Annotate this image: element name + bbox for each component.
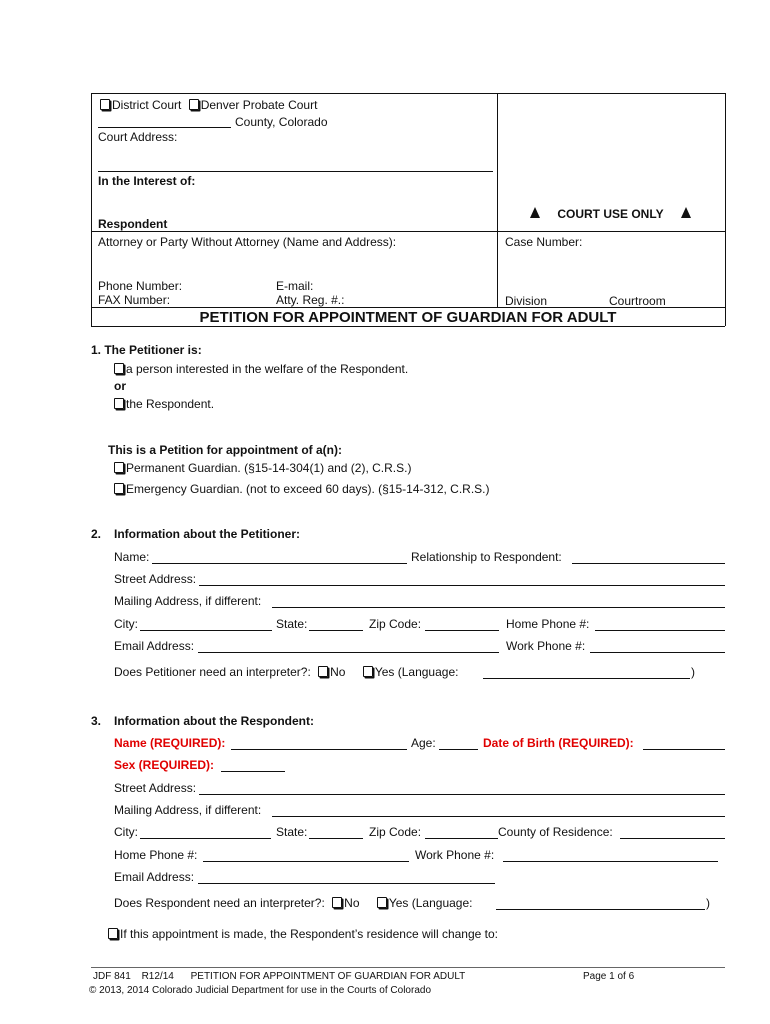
case-number-label: Case Number: bbox=[505, 235, 583, 249]
respondent-sex-label: Sex (REQUIRED): bbox=[114, 758, 215, 772]
footer-form-title: PETITION FOR APPOINTMENT OF GUARDIAN FOR ADULT bbox=[190, 971, 466, 982]
court-use-only bbox=[530, 207, 691, 221]
respondent-zip-field[interactable] bbox=[425, 838, 498, 839]
petitioner-option-interested bbox=[114, 362, 408, 376]
section2-heading: Information about the Petitioner: bbox=[114, 527, 300, 541]
petitioner-name-field[interactable] bbox=[152, 563, 407, 564]
respondent-interpreter-no-label: No bbox=[344, 896, 360, 910]
respondent-interpreter-no-checkbox[interactable] bbox=[332, 897, 342, 908]
respondent-interpreter-row bbox=[114, 896, 472, 910]
district-court-checkbox[interactable] bbox=[100, 99, 110, 110]
respondent-mailing-field[interactable] bbox=[272, 816, 725, 817]
footer-divider bbox=[91, 967, 725, 968]
form-revision: R12/14 bbox=[141, 971, 174, 982]
email-label: E-mail: bbox=[276, 279, 314, 293]
section3-heading: Information about the Respondent: bbox=[114, 714, 314, 728]
emergency-guardian-checkbox[interactable] bbox=[114, 483, 124, 494]
page-number: Page 1 of 6 bbox=[583, 971, 635, 982]
respondent-county-field[interactable] bbox=[620, 838, 725, 839]
respondent-street-label: Street Address: bbox=[114, 781, 197, 795]
respondent-name-label: Name (REQUIRED): bbox=[114, 736, 226, 750]
petitioner-interpreter-yes-label: Yes (Language: bbox=[374, 665, 459, 679]
respondent-sex-field[interactable] bbox=[221, 771, 285, 772]
caption-top-border bbox=[91, 93, 725, 94]
respondent-language-close: ) bbox=[706, 896, 710, 910]
petitioner-language-field[interactable] bbox=[483, 678, 690, 679]
county-colorado-label: County, Colorado bbox=[235, 115, 328, 129]
respondent-email-label: Email Address: bbox=[114, 870, 195, 884]
petitioner-email-label: Email Address: bbox=[114, 639, 195, 653]
petitioner-work-phone-label: Work Phone #: bbox=[506, 639, 586, 653]
respondent-option-label: the Respondent. bbox=[126, 397, 215, 411]
caption-left-border bbox=[91, 93, 92, 326]
caption-row-divider bbox=[91, 231, 725, 232]
petitioner-state-field[interactable] bbox=[309, 630, 363, 631]
respondent-dob-label: Date of Birth (REQUIRED): bbox=[483, 736, 634, 750]
courtroom-label: Courtroom bbox=[609, 294, 666, 308]
respondent-city-field[interactable] bbox=[140, 838, 271, 839]
triangle-up-icon bbox=[681, 207, 691, 218]
petition-type-heading: This is a Petition for appointment of a(n): bbox=[108, 443, 342, 457]
residence-change-row bbox=[108, 927, 498, 941]
phone-label: Phone Number: bbox=[98, 279, 183, 293]
court-use-only-label: COURT USE ONLY bbox=[557, 207, 664, 221]
petitioner-city-label: City: bbox=[114, 617, 138, 631]
respondent-interpreter-yes-checkbox[interactable] bbox=[377, 897, 387, 908]
respondent-checkbox[interactable] bbox=[114, 398, 124, 409]
section1-heading: 1. The Petitioner is: bbox=[91, 343, 202, 357]
respondent-work-phone-field[interactable] bbox=[503, 861, 718, 862]
respondent-interpreter-label: Does Respondent need an interpreter?: bbox=[114, 896, 325, 910]
petitioner-interpreter-label: Does Petitioner need an interpreter?: bbox=[114, 665, 311, 679]
footer-line1 bbox=[93, 971, 465, 982]
denver-probate-label: Denver Probate Court bbox=[200, 98, 318, 112]
denver-probate-checkbox[interactable] bbox=[189, 99, 199, 110]
respondent-dob-field[interactable] bbox=[643, 749, 725, 750]
residence-change-checkbox[interactable] bbox=[108, 928, 118, 939]
interested-person-label: a person interested in the welfare of the Respondent. bbox=[126, 362, 409, 376]
court-type-row bbox=[100, 98, 317, 112]
petitioner-interpreter-no-label: No bbox=[330, 665, 346, 679]
petitioner-zip-label: Zip Code: bbox=[369, 617, 422, 631]
permanent-guardian-option bbox=[114, 461, 411, 475]
petitioner-name-label: Name: bbox=[114, 550, 150, 564]
petitioner-street-label: Street Address: bbox=[114, 572, 197, 586]
triangle-up-icon bbox=[530, 207, 540, 218]
page-title: PETITION FOR APPOINTMENT OF GUARDIAN FOR ADULT bbox=[199, 309, 617, 326]
respondent-city-label: City: bbox=[114, 825, 138, 839]
petitioner-zip-field[interactable] bbox=[425, 630, 499, 631]
respondent-work-phone-label: Work Phone #: bbox=[415, 848, 495, 862]
respondent-county-label: County of Residence: bbox=[498, 825, 613, 839]
respondent-email-field[interactable] bbox=[198, 883, 495, 884]
in-interest-of-label: In the Interest of: bbox=[98, 174, 196, 188]
petitioner-interpreter-no-checkbox[interactable] bbox=[318, 666, 328, 677]
relationship-field[interactable] bbox=[572, 563, 725, 564]
respondent-mailing-label: Mailing Address, if different: bbox=[114, 803, 262, 817]
respondent-interpreter-yes-label: Yes (Language: bbox=[388, 896, 473, 910]
petitioner-home-phone-label: Home Phone #: bbox=[506, 617, 590, 631]
petitioner-language-close: ) bbox=[691, 665, 695, 679]
form-id: JDF 841 bbox=[93, 971, 131, 982]
petitioner-city-field[interactable] bbox=[140, 630, 272, 631]
petitioner-mailing-label: Mailing Address, if different: bbox=[114, 594, 262, 608]
respondent-state-field[interactable] bbox=[309, 838, 363, 839]
division-label: Division bbox=[505, 294, 548, 308]
respondent-age-label: Age: bbox=[411, 736, 436, 750]
petitioner-home-phone-field[interactable] bbox=[595, 630, 725, 631]
court-address-label: Court Address: bbox=[98, 130, 178, 144]
fax-label: FAX Number: bbox=[98, 293, 171, 307]
emergency-guardian-label: Emergency Guardian. (not to exceed 60 days). (§15-14-312, C.R.S.) bbox=[126, 482, 490, 496]
respondent-label: Respondent bbox=[98, 217, 168, 231]
section3-number: 3. bbox=[91, 714, 102, 728]
caption-bottom-border bbox=[91, 326, 725, 327]
respondent-zip-label: Zip Code: bbox=[369, 825, 422, 839]
respondent-name-field[interactable] bbox=[231, 749, 407, 750]
interested-person-checkbox[interactable] bbox=[114, 363, 124, 374]
petitioner-interpreter-yes-checkbox[interactable] bbox=[363, 666, 373, 677]
petitioner-email-field[interactable] bbox=[198, 652, 499, 653]
petitioner-interpreter-row bbox=[114, 665, 458, 679]
atty-reg-label: Atty. Reg. #.: bbox=[276, 293, 345, 307]
respondent-state-label: State: bbox=[276, 825, 308, 839]
caption-divider bbox=[497, 93, 498, 307]
petitioner-state-label: State: bbox=[276, 617, 308, 631]
petitioner-mailing-field[interactable] bbox=[272, 607, 725, 608]
respondent-home-phone-field[interactable] bbox=[203, 861, 409, 862]
petitioner-option-respondent bbox=[114, 397, 214, 411]
or-label: or bbox=[114, 379, 126, 393]
district-court-label: District Court bbox=[112, 98, 182, 112]
residence-change-label: If this appointment is made, the Respondent’s residence will change to: bbox=[120, 927, 498, 941]
caption-right-border bbox=[725, 93, 726, 326]
respondent-language-field[interactable] bbox=[496, 909, 705, 910]
court-address-line[interactable] bbox=[98, 171, 493, 172]
county-blank[interactable] bbox=[98, 127, 231, 128]
petitioner-work-phone-field[interactable] bbox=[590, 652, 725, 653]
emergency-guardian-option bbox=[114, 482, 490, 496]
relationship-label: Relationship to Respondent: bbox=[411, 550, 562, 564]
copyright: © 2013, 2014 Colorado Judicial Department for use in the Courts of Colorado bbox=[89, 985, 432, 996]
attorney-label: Attorney or Party Without Attorney (Name and Address): bbox=[98, 235, 397, 249]
respondent-age-field[interactable] bbox=[439, 749, 478, 750]
permanent-guardian-label: Permanent Guardian. (§15-14-304(1) and (2), C.R.S.) bbox=[126, 461, 412, 475]
permanent-guardian-checkbox[interactable] bbox=[114, 462, 124, 473]
section2-number: 2. bbox=[91, 527, 102, 541]
respondent-street-field[interactable] bbox=[199, 794, 725, 795]
respondent-home-phone-label: Home Phone #: bbox=[114, 848, 198, 862]
petitioner-street-field[interactable] bbox=[199, 585, 725, 586]
